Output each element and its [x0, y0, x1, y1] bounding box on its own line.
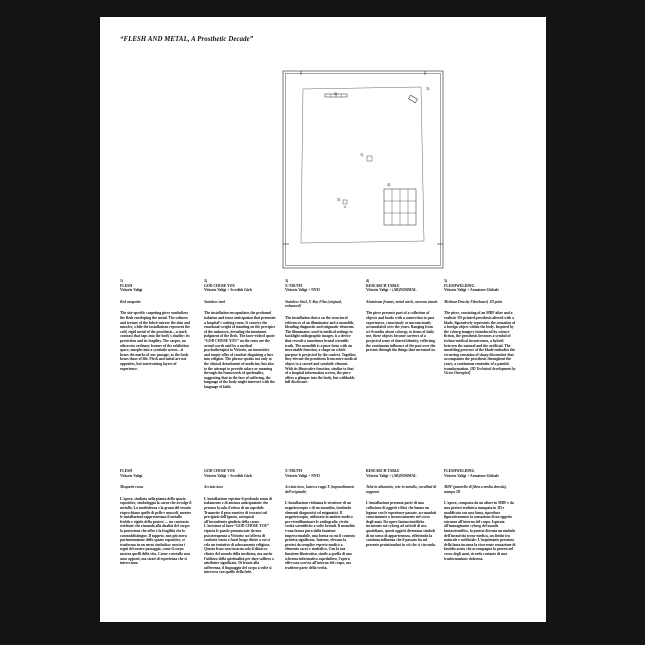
- work-description: The piece presents part of a collection of objects and books with a connection to past experiences, consciously or unconsciously accumulated over the years. Ranging from sci-fi media about cyborgs, to items of daily use, these objects become carriers of a projected sense of shared identity, reflecting the continuous influence of the past over the present through the things that surround us.: [366, 311, 436, 353]
- work-en-3: [285, 279, 357, 385]
- work-artist: Vittorio Valigi + (AB)NORMAL: [366, 288, 417, 293]
- work-artist: Vittorio Valigi + NNI3: [285, 288, 320, 293]
- work-it-4: [366, 469, 438, 547]
- work-it-3: [285, 469, 357, 570]
- plan-label-4: 4): [387, 182, 391, 187]
- work-en-5: [444, 279, 516, 376]
- work-description: L'installazione esprime il profondo senso di isolamento e di ansiosa anticipazione che permea la sala d'attesa di un ospedale. Trasmette il peso emotivo di trovarsi sul precipizio dell'ignoto, sottoposti all'incombente giudizio della carne. L'incisione al laser “GOD CHOSE YOU” riporta le parole pronunciate da uno psicoterapeuta a Vittorio: un'offerta di conforto vuota e fuori luogo dietro a cui si cela un tentativo di adescamento religioso. Questa frase non incarna solo il distacco clinico del mondo della medicina, ma anche l'utilizzo della spiritualità per dare sollievo o attribuire significato. Di fronte alla sofferenza, il linguaggio del corpo a volte si interseca con quello della fede.: [204, 496, 274, 575]
- work-artist: Vittorio Valigi + Swedish Girls: [204, 473, 253, 478]
- work-material: Red moquette: [120, 299, 141, 304]
- plan-label-2: 2): [334, 91, 338, 96]
- work-description: L'opera, composta da un altare in MDF e da una protesi realistica stampata in 3D e modificata con una lama, riproduce figurativamente la sensazione di un oggetto estraneo all'interno del corpo. Ispirata all'immaginario cyborg del mondo fantascientifico, la protesi diventa un simbolo dell'invasività tecno-medica, un ibrido tra naturale e artificiale. L'inquietante presenza della lama incarna la ricorrente sensazione di fastidio acuto che accompagna la protesi nel corso degli anni, ricordo costante di una trasformazione dolorosa.: [444, 501, 516, 561]
- work-material: MDF (pannello di fibra a media densità), stampa 3D: [444, 485, 507, 494]
- plan-label-5: 5): [337, 197, 341, 202]
- work-material: Acciaio inox, lastra a raggi X (ingrandimento dell'originale): [285, 485, 355, 494]
- work-description-text: The piece, consisting of an MDF altar and a realistic 3D-printed prosthesis altered with a blade, figuratively represents the sensation of a foreign object within the body. Inspired by the cyborg imagery introduced by science fiction, the prosthesis becomes a symbol of techno-medical invasiveness, a hybrid between the natural and the artificial. The unsettling presence of the blade embodies the recurring sensation of sharp discomfort that accompanies the prosthesis throughout the years, a continuous reminder of a painful transformation.: [444, 311, 516, 371]
- sheet-title: “FLESH AND METAL, A Prosthetic Decade”: [120, 36, 254, 43]
- work-number: 3): [285, 279, 289, 283]
- work-material: Stainless steel: [204, 299, 226, 304]
- work-it-1: [120, 469, 192, 566]
- work-artist: Vittorio Valigi: [120, 288, 143, 293]
- floor-plan: [281, 69, 445, 271]
- work-title: X-TRUTH: [285, 283, 303, 288]
- work-title: FLESHWELDING: [444, 469, 475, 473]
- work-material: Aluminum frames, metal mesh, caravan stands: [366, 299, 438, 304]
- work-artist: Vittorio Valigi + Armature Globale: [444, 288, 499, 293]
- work-en-4: [366, 279, 438, 353]
- work-number: 4): [366, 279, 370, 283]
- work-description: [444, 311, 516, 375]
- work-title: RESEARCH TABLE: [366, 283, 400, 288]
- work-number: 1): [120, 279, 124, 283]
- work-description: L'opera, studiata sulla pianta dello spazio espositivo, simboleggia la carne che avvolge il metallo. La morbidezza e la grana del tessuto rispecchiano quelle di pelle e muscoli, mentre le installazioni rappresentano il metallo freddo e rigido della protesi — un contrasto stridente che rimanda alla dualità del corpo: la protezione che offre e la fragilità che lo contraddistingue. Il tappeto, non più mera pavimentazione dello spazio espositivo, si trasforma in un nesso simbolico: mostra i segni del nostro passaggio, come il corpo mostra quelli della vita. Carne e metallo non sono opposti, ma strati di esperienza che si intrecciano.: [120, 496, 192, 566]
- work-description: L'installazione presenta parte di una collezione di oggetti e libri che hanno un legame con le esperienze passate, accumulati consciamente o inconsciamente nel corso degli anni. Da opere fantascientifiche incentrate sui cyborg ad articoli di uso quotidiano, questi oggetti diventano simboli di un senso di appartenenza, riflettendo la continua influenza che il passato ha sul presente proiettandosi in ciò che ci circonda.: [366, 501, 437, 547]
- work-en-2: [204, 279, 276, 389]
- work-material: Stainless Steel, X-Ray Film (original, enhanced): [285, 299, 342, 309]
- exhibition-sheet: [100, 17, 546, 622]
- work-title: RESEARCH TABLE: [366, 469, 400, 473]
- work-material: Telai in alluminio, rete in metallo, cavalletti di supporto: [366, 485, 437, 494]
- work-material: Moquette rossa: [120, 485, 144, 490]
- work-title: GOD CHOSE YOU: [204, 469, 236, 473]
- work-artist: Vittorio Valigi: [120, 473, 143, 478]
- work-en-1: [120, 279, 192, 371]
- work-title: GOD CHOSE YOU: [204, 283, 236, 288]
- work-description: The installation draws on the structural references of an illuminator and a monolith, blending diagnostic and enigmatic elements. The illuminator, used in medical settings to backlight radiographic images, is a device that reveals a sometimes brutal scientific truth. The monolith is a pure form with an inscrutable function, a shape on which purpose is projected by the context. Together, they elevate the prosthesis from mere medical object to a sacred and symbolic element. With its illustrative function, similar to that of a hospital information screen, the piece offers a glimpse into the body, but withholds full disclosure.: [285, 315, 357, 385]
- work-artist: Vittorio Valigi + Swedish Girls: [204, 288, 253, 293]
- plan-label-1: 1): [360, 152, 364, 157]
- work-material: Acciaio inox: [204, 485, 224, 490]
- work-number: 5): [444, 279, 448, 283]
- floor-plan-drawing: [281, 69, 445, 271]
- work-description: The site-specific carpeting piece symbolizes the flesh enveloping the metal. The softness and texture of the fabric mirror the skin and muscles, while the installations represent the cold, rigid metal of the prosthesis—a stark contrast that taps into the body's duality: its protection and its fragility. The carpet, an otherwise ordinary feature of the exhibition space, morphs into a symbolic nexus—it bears the marks of our passage, as the body bears those of life. Flesh and metal are not opposites, but intertwining layers of experience.: [120, 311, 191, 371]
- work-artist: Vittorio Valigi + (AB)NORMAL: [366, 473, 417, 478]
- work-number: 2): [204, 279, 208, 283]
- work-description: The installation encapsulates the profound isolation and tense anticipation that permeate a hospital's waiting room. It conveys the emotional weight of standing on the precipice of the unknown, dreading the imminent judgment of the flesh. The laser-etched quote “GOD CHOSE YOU” on the seats are the actual words said by a medical psychotherapist to Vittorio, an insensitive and empty offer of comfort disguising a lure into religion. The phrase speaks not only to the clinical detachment of medicine, but also to the attempt to provide solace or meaning through the framework of spirituality, suggesting that in the face of suffering, the language of the body might intersect with the language of faith.: [204, 311, 276, 389]
- plan-label-3: 3): [426, 86, 430, 91]
- work-description: L'installazione richiama le strutture di un negativoscopio e di un monolito, fondendo elementi diagnostici ed enigmatici. Il negativoscopio, utilizzato in ambito medico per retroilluminare le radiografie, rivela verità scientifiche a volte brutali. Il monolito è una forma pura dalla funzione imperscrutabile, una forma su cui il contesto proietta significato. Insieme, elevano la protesi da semplice reperto medico a elemento sacro e simbolico. Con la sua funzione illustrativa, simile a quella di uno schermo informativo ospedaliero, l'opera offre uno scorcio all'interno del corpo, ma trattiene parte della verità.: [285, 501, 356, 570]
- work-title: X-TRUTH: [285, 469, 303, 473]
- work-artist: Vittorio Valigi + NNI3: [285, 473, 320, 478]
- work-title: FLESHWELDING: [444, 283, 475, 288]
- work-it-2: [204, 469, 276, 575]
- work-material: Medium-Density Fibreboard, 3D print: [444, 299, 503, 304]
- work-note: (3D Technical development by Victor Östergård): [444, 366, 516, 376]
- work-it-5: [444, 469, 516, 561]
- work-artist: Vittorio Valigi + Armature Globale: [444, 473, 499, 478]
- work-title: FLESH: [120, 283, 133, 288]
- work-title: FLESH: [120, 469, 133, 473]
